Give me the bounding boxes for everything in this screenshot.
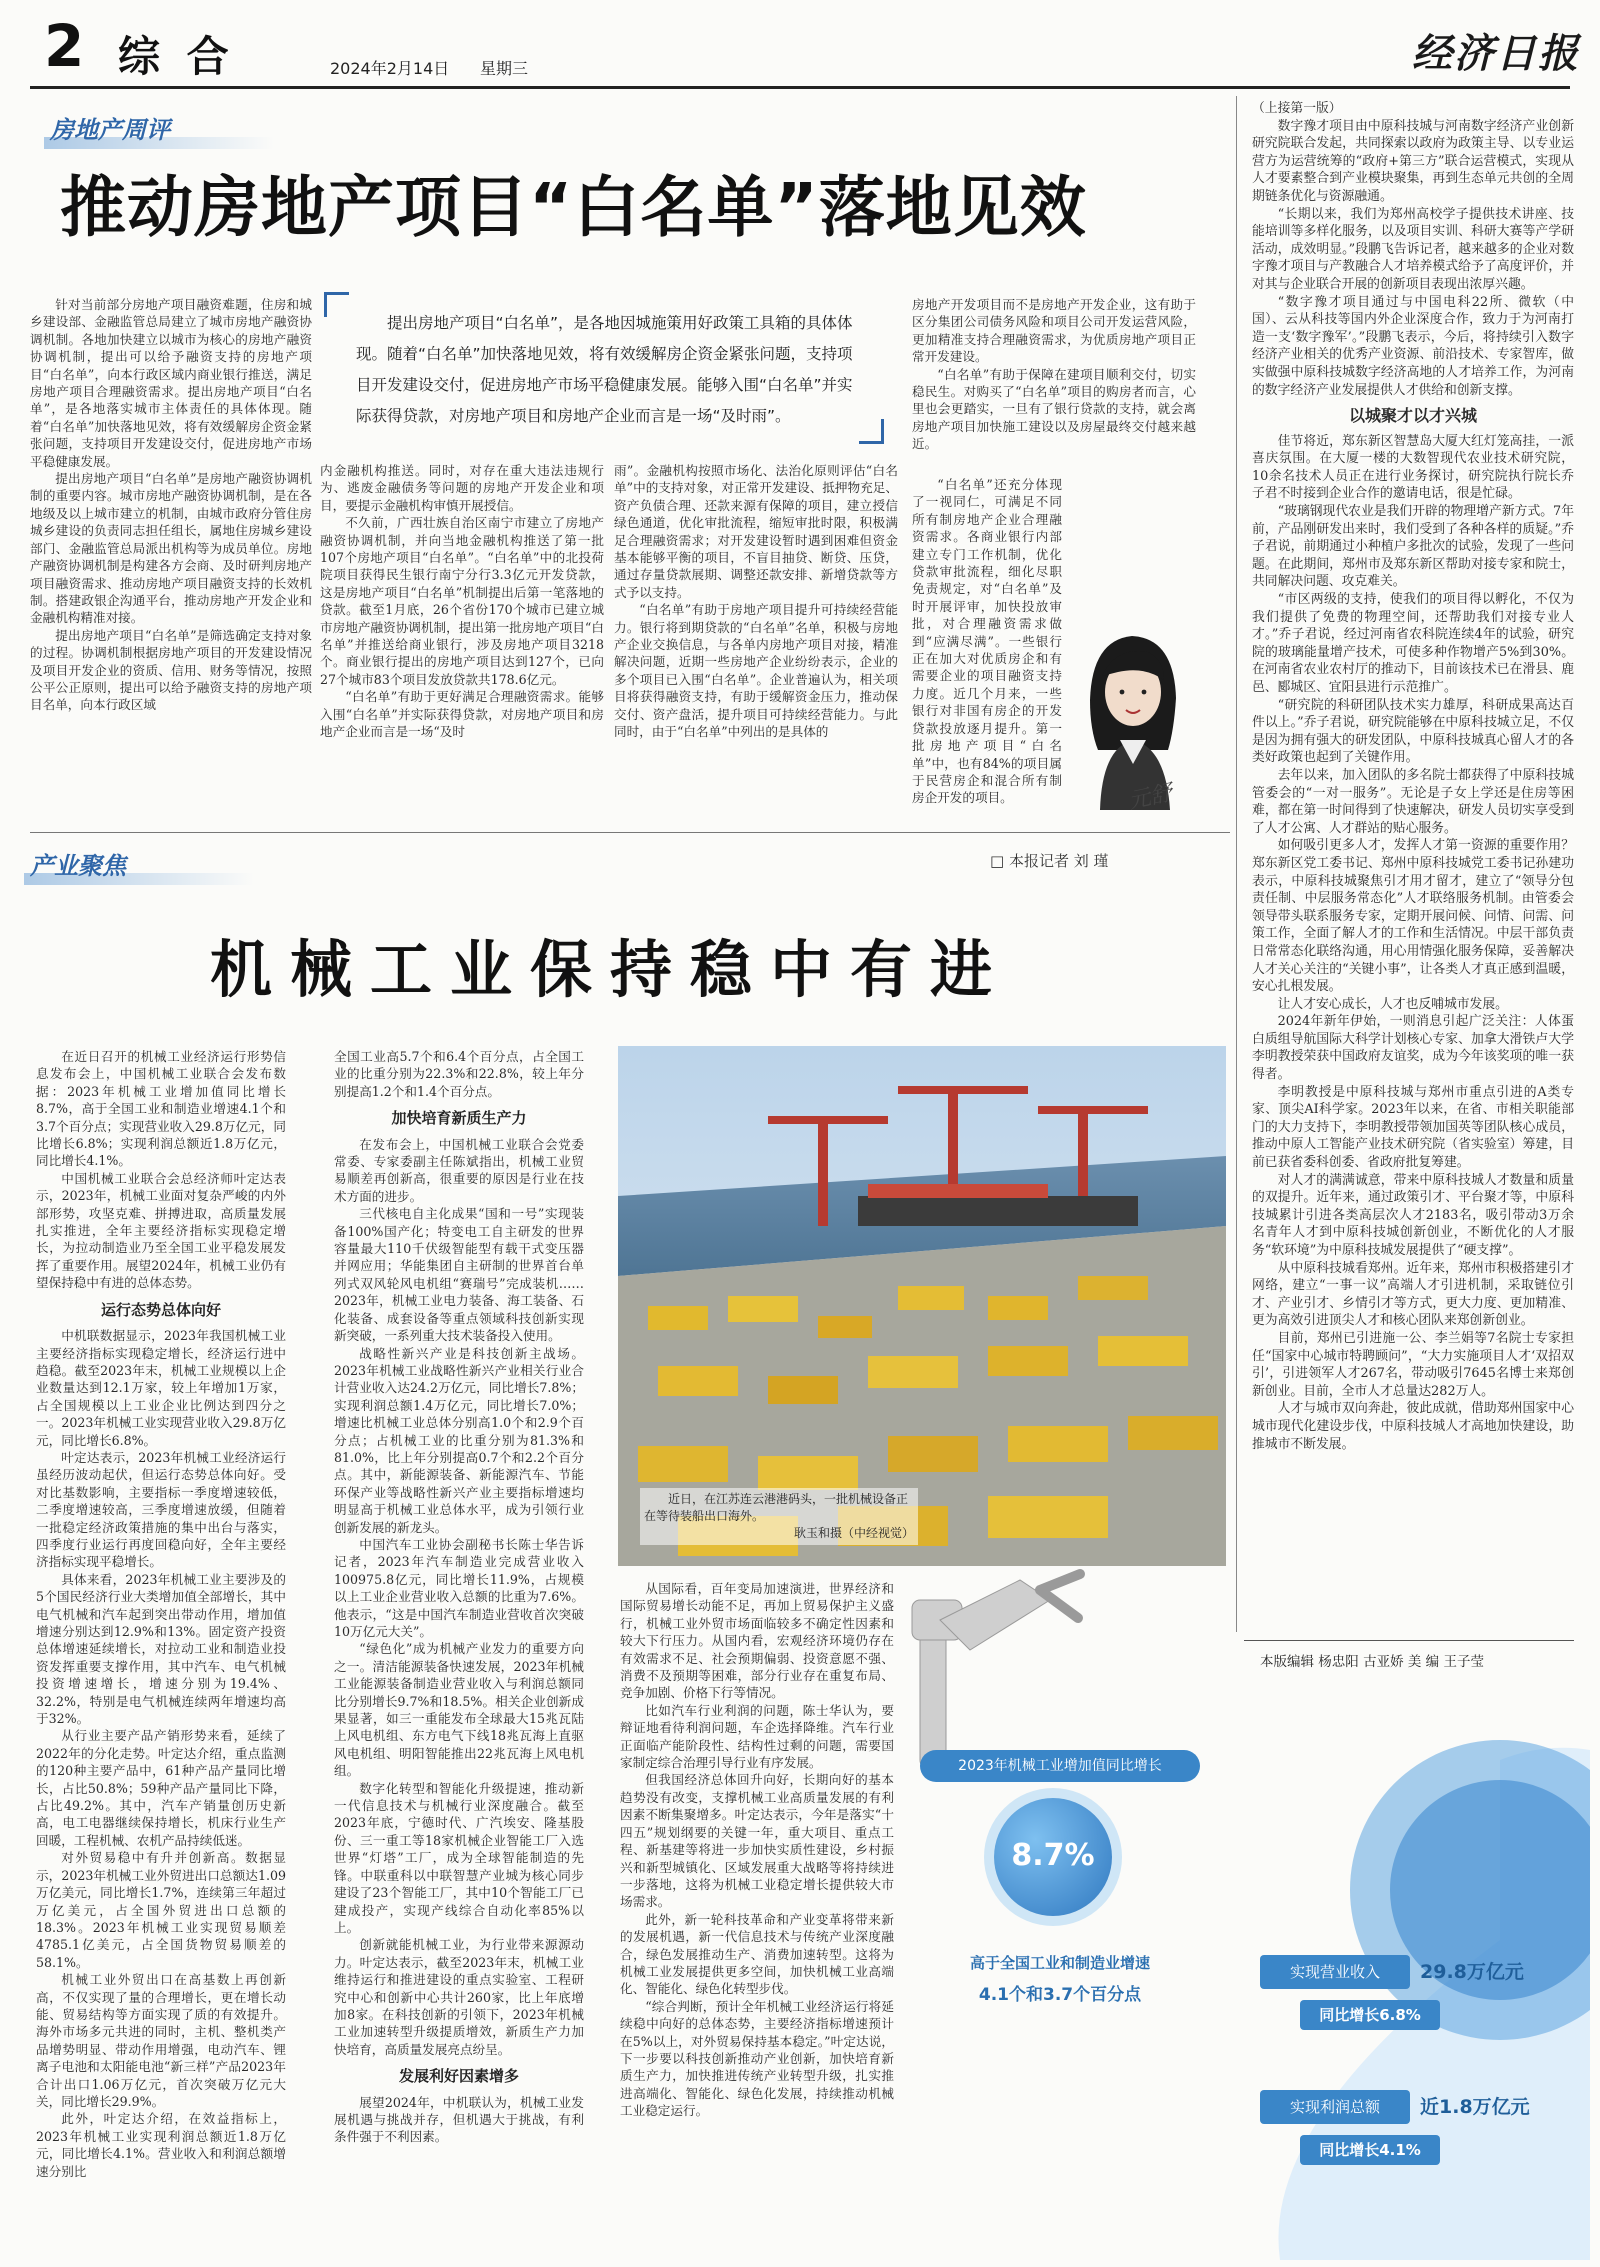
pullquote-corner-tl bbox=[324, 292, 349, 317]
photo-credit: 耿玉和摄（中经视觉） bbox=[793, 1526, 914, 1540]
paragraph: “白名单”有助于房地产项目提升可持续经营能力。银行将到期贷款的“白名单”名单，积极与房地产企业交换信息，与各单内房地产项目对接，精准解决问题，近期一些房地产企业纷纷表示，企业的多个项目已入围“白名单”。企业普遍认为，相关项目将获得融资支持，有助于缓解资金压力，推动保交付、资产盘活，提升项目可持续经营能力。与此同时，由于“白名单”中列出的是具体的 bbox=[614, 602, 898, 740]
paragraph: 目前，郑州已引进施一公、李兰娟等7名院士专家担任“国家中心城市特聘顾问”，“大力实施项目人才‘双招双引’，引进领军人才267名，带动吸引7645名博士来郑创新创业。目前，全市人才总量达282万人。 bbox=[1252, 1330, 1574, 1399]
article2-byline: □ 本报记者 刘 瑾 bbox=[990, 852, 1109, 870]
infographic-background bbox=[900, 1560, 1590, 2260]
article2-col1 bbox=[36, 1048, 286, 2258]
paragraph: “研究院的科研团队技术实力雄厚，科研成果高达百件以上。”乔子君说，研究院能够在中原科技城立足，不仅是因为拥有强大的研发团队，中原科技城真心留人才的各类好政策也起到了关键作用。 bbox=[1252, 697, 1574, 766]
paper-logo: 经济日报 bbox=[1412, 30, 1580, 77]
port-photo bbox=[618, 1046, 1226, 1566]
paragraph: 针对当前部分房地产项目融资难题，住房和城乡建设部、金融监管总局建立了城市房地产融资协调机制。各地加快建立以城市为核心的房地产融资协调机制，提出可以给予融资支持的房地产项目“白名单”，向本行政区域内商业银行推送，满足房地产项目合理融资需求。提出房地产项目“白名单”，是各地落实城市主体责任的具体体现。随着“白名单”加快落地见效，将有效缓解房企资金紧张问题，支持项目开发建设交付，促进房地产市场平稳健康发展。 bbox=[30, 297, 312, 469]
page-number: 2 bbox=[44, 12, 85, 80]
article1-col4-bottom bbox=[912, 476, 1062, 816]
continued-note: （上接第一版） bbox=[1252, 101, 1342, 116]
paragraph: 李明教授是中原科技城与郑州市重点引进的A类专家、顶尖AI科学家。2023年以来，在省、市相关职能部门的大力支持下，李明教授带领加国英等团队核心成员，推动中原人工智能产业技术研究院（省实验室）筹建，目前已获省委科创委、省政府批复筹建。 bbox=[1252, 1084, 1574, 1171]
compare-value: 4.1个和3.7个百分点 bbox=[978, 1985, 1142, 2005]
compare-label: 高于全国工业和制造业增速 bbox=[969, 1954, 1150, 1972]
paragraph: 对外贸易稳中有升并创新高。数据显示，2023年机械工业外贸进出口总额达1.09万亿美元，同比增长1.7%，连续第三年超过万亿美元，占全国外贸进出口总额的18.3%。2023年机械工业实现贸易顺差4785.1亿美元，占全国货物贸易顺差的58.1%。 bbox=[36, 1850, 286, 1970]
article1-col2 bbox=[320, 462, 604, 816]
paragraph: 此外，叶定达介绍，在效益指标上，2023年机械工业实现利润总额近1.8万亿元，同比增长4.1%。营业收入和利润总额增速分别比 bbox=[36, 2111, 286, 2179]
stat-revenue-growth: 同比增长6.8% bbox=[1300, 2000, 1440, 2030]
pullquote-corner-br bbox=[859, 419, 884, 444]
article1-col1 bbox=[30, 296, 312, 816]
paragraph: 如何吸引更多人才，发挥人才第一资源的重要作用？郑东新区党工委书记、郑州中原科技城党工委书记孙建功表示，中原科技城聚焦引才用才留才，建立了“领导分包责任制、中层服务常态化”人才联络服务机制。由管委会领导带头联系服务专家，定期开展问候、问情、问需、问策工作，全面了解人才的工作和生活情况。中层干部负责日常常态化联络沟通，用心用情强化服务保障，妥善解决人才关心关注的“关键小事”，让各类人才真正感到温暖，安心扎根发展。 bbox=[1252, 838, 1574, 995]
infographic bbox=[900, 1560, 1590, 2260]
paragraph: 对人才的满满诚意，带来中原科技城人才数量和质量的双提升。近年来，通过政策引才、平台聚才等，中原科技城累计引进各类高层次人才2183名，吸引带动3万余名青年人才到中原科技城创新创业，不断优化的人才服务“软环境”为中原科技城发展提供了“硬支撑”。 bbox=[1252, 1172, 1574, 1258]
article2-col2 bbox=[334, 1048, 584, 2258]
article-divider bbox=[30, 832, 1230, 833]
paragraph: 比如汽车行业利润的问题，陈士华认为，要辩证地看待利润问题，车企选择降维。汽车行业正面临产能阶段性、结构性过剩的问题，需要国家制定综合治理引导行业有序发展。 bbox=[620, 1702, 894, 1771]
paragraph: 数字化转型和智能化升级提速，推动新一代信息技术与机械行业深度融合。截至2023年底，宁德时代、广汽埃安、隆基股份、三一重工等18家机械企业智能工厂入选世界“灯塔”工厂，成为全球智能制造的先锋。中联重科以中联智慧产业城为核心同步建设了23个智能工厂，其中10个智能工厂已建成投产，实现产线综合自动化率85%以上。 bbox=[334, 1780, 584, 1935]
editors-credit: 本版编辑 杨忠阳 古亚娇 美 编 王子莹 bbox=[1260, 1654, 1484, 1670]
article2-col3 bbox=[620, 1580, 894, 2258]
column-label-property: 房地产周评 bbox=[50, 110, 170, 145]
infographic-title: 2023年机械工业增加值同比增长 bbox=[958, 1758, 1162, 1774]
editors-rule bbox=[1244, 1640, 1574, 1641]
signature: 元舒 bbox=[1126, 780, 1175, 815]
column-label-industry: 产业聚焦 bbox=[30, 846, 126, 881]
paragraph: 战略性新兴产业是科技创新主战场。2023年机械工业战略性新兴产业相关行业合计营业收入达24.2万亿元，同比增长7.8%；实现利润总额1.4万亿元，同比增长7.0%；增速比机械工业总体分别高1.0个和2.9个百分点；占机械工业的比重分别为81.3%和81.0%，比上年分别提高0.7个和2.2个百分点。其中，新能源装备、新能源汽车、节能环保产业等战略性新兴产业主要指标增速均明显高于机械工业总体水平，成为引领行业创新发展的新龙头。 bbox=[334, 1345, 584, 1535]
paragraph: 机械工业外贸出口在高基数上再创新高，不仅实现了量的合理增长，更在增长动能、贸易结构等方面实现了质的有效提升。海外市场多元共进的同时，主机、整机类产品增势明显、带动作用增强，电动汽车、锂离子电池和太阳能电池“新三样”产品2023年合计出口1.06万亿元，首次突破万亿元大关，同比增长29.9%。 bbox=[36, 1972, 286, 2109]
paragraph: 三代核电自主化成果“国和一号”实现装备100%国产化；特变电工自主研发的世界容量最大110千伏级智能型有载干式变压器并网应用；华能集团自主研制的世界首台单列式双风轮风电机组“赛瑞号”完成装机……2023年，机械工业电力装备、海工装备、石化装备、成套设备等重点领域科技创新实现新突破，一系列重大技术装备投入使用。 bbox=[334, 1206, 584, 1344]
paragraph: 在发布会上，中国机械工业联合会党委常委、专家委副主任陈斌指出，机械工业贸易顺差再创新高，很重要的原因是行业在技术方面的进步。 bbox=[334, 1136, 584, 1204]
article1-col4-top bbox=[912, 296, 1196, 474]
infographic-title-bar bbox=[920, 1750, 1200, 1782]
issue-weekday: 星期三 bbox=[480, 59, 529, 78]
article1-title: 推动房地产项目“白名单”落地见效 bbox=[60, 169, 1087, 246]
column-separator bbox=[1236, 96, 1237, 1632]
paragraph: “综合判断，预计全年机械工业经济运行将延续稳中向好的总体态势，主要经济指标增速预计在5%以上，对外贸易保持基本稳定。”叶定达说，下一步要以科技创新推动产业创新，加快培育新质生产力，加快推进传统产业转型升级，扎实推进高端化、智能化、绿色化发展，持续推动机械工业稳定运行。 bbox=[620, 1998, 894, 2119]
stat-revenue-label: 实现营业收入 bbox=[1260, 1955, 1410, 1989]
photo-caption bbox=[640, 1488, 918, 1545]
photo-caption-text: 近日，在江苏连云港港码头，一批机械设备正在等待装船出口海外。 bbox=[644, 1492, 909, 1523]
growth-value: 8.7% bbox=[1011, 1838, 1095, 1873]
stat-profit-label: 实现利润总额 bbox=[1260, 2090, 1410, 2124]
pullquote-text: 提出房地产项目“白名单”，是各地因城施策用好政策工具箱的具体体现。随着“白名单”加快落地见效，将有效缓解房企资金紧张问题，支持项目开发建设交付，促进房地产市场平稳健康发展。能够入围“白名单”并实际获得贷款，对房地产项目和房地产企业而言是一场“及时雨”。 bbox=[356, 314, 853, 425]
paragraph: 房地产开发项目而不是房地产开发企业，这有助于区分集团公司债务风险和项目公司开发运营风险，更加精准支持合理融资需求，为优质房地产项目正常开发建设。 bbox=[912, 297, 1196, 365]
paragraph: 去年以来，加入团队的多名院士都获得了中原科技城管委会的“一对一服务”。无论是子女上学还是住房等困难，都在第一时间得到了快速解决，研发人员切实享受到了人才公寓、人才群站的贴心服务。 bbox=[1252, 767, 1574, 836]
paragraph: “白名单”有助于更好满足合理融资需求。能够入围“白名单”并实际获得贷款，对房地产项目和房地产企业而言是一场“及时 bbox=[320, 689, 604, 740]
stat-revenue-value: 29.8万亿元 bbox=[1420, 1961, 1524, 1983]
author-portrait bbox=[1070, 580, 1200, 810]
subheading: 发展利好因素增多 bbox=[398, 2067, 519, 2086]
paragraph: “市区两级的支持，使我们的项目得以孵化，不仅为我们提供了免费的物理空间，还帮助我们对接专业人才。”乔子君说，经过河南省农科院连续4年的试验，研究院的玻璃能量增产技术，可使多种作物增产5%到30%。在河南省农业农村厅的推动下，目前该技术已在滑县、鹿邑、郾城区、宜阳县进行示范推广。 bbox=[1252, 592, 1574, 695]
paragraph: “白名单”还充分体现了一视同仁，可满足不同所有制房地产企业合理融资需求。各商业银行内部建立专门工作机制，优化贷款审批流程，细化尽职免责规定，对“白名单”及时开展评审，加快投放审批，对合理融资需求做到“应满尽满”。一些银行正在加大对优质房企和有需要企业的项目融资支持力度。近几个月来，一些银行对非国有房企的开发贷款投放逐月提升。第一批房地产项目“白名单”中，也有84%的项目属于民营房企和混合所有制房企开发的项目。 bbox=[912, 477, 1062, 806]
paragraph: 在近日召开的机械工业经济运行形势信息发布会上，中国机械工业联合会发布数据：2023年机械工业增加值同比增长8.7%，高于全国工业和制造业增速4.1个和3.7个百分点；实现营业收入29.8万亿元，同比增长6.8%；实现利润总额近1.8万亿元，同比增长4.1%。 bbox=[36, 1049, 286, 1169]
paragraph: 提出房地产项目“白名单”是筛选确定支持对象的过程。协调机制根据房地产项目的开发建设情况及项目开发企业的资质、信用、财务等情况，按照公平公正原则，提出可以给予融资支持的房地产项目名单，向本行政区域 bbox=[30, 627, 312, 713]
portrait-illustration bbox=[1070, 580, 1200, 810]
paragraph: 中国机械工业联合会总经济师叶定达表示，2023年，机械工业面对复杂严峻的内外部形势，攻坚克难、拼搏进取，高质量发展扎实推进，全年主要经济指标实现稳定增长，为拉动制造业乃至全国工业平稳发展发挥了重要作用。展望2024年，机械工业仍有望保持稳中有进的总体态势。 bbox=[36, 1170, 286, 1291]
paragraph: 人才与城市双向奔赴，彼此成就，借助郑州国家中心城市现代化建设步伐，中原科技城人才高地加快建设，助推城市不断发展。 bbox=[1252, 1401, 1574, 1452]
masthead-rule bbox=[30, 86, 1570, 89]
paragraph: “玻璃钢现代农业是我们开辟的物理增产新方式。7年前，产品刚研发出来时，我们受到了各种各样的质疑。”乔子君说，前期通过小种植户多批次的试验，发现了一些问题。在此期间，郑州市及郑东新区帮助对接专家和院士，共同解决问题、攻克难关。 bbox=[1252, 504, 1574, 590]
paragraph: “数字豫才项目通过与中国电科22所、微软（中国）、云从科技等国内外企业深度合作，致力于为河南打造一支‘数字豫军’。”段鹏飞表示，今后，将持续引入数字经济产业相关的优秀产业资源、前沿技术、专家智库，做实做强中原科技城数字经济高地的人才培养工作，为河南的数字经济产业发展提供人才供给和创新支撑。 bbox=[1252, 294, 1574, 398]
paragraph: 不久前，广西壮族自治区南宁市建立了房地产融资协调机制，并向当地金融机构推送了第一批107个房地产项目“白名单”。“白名单”中的北投荷院项目获得民生银行南宁分行3.3亿元开发贷款，这是房地产项目“白名单”机制提出后第一笔落地的贷款。截至1月底，26个省份170个城市已建立城市房地产融资协调机制，提出第一批房地产项目“白名单”并推送给商业银行，涉及房地产项目3218个。商业银行提出的房地产项目达到127个，已向27个城市83个项目发放贷款共178.6亿元。 bbox=[320, 515, 604, 687]
paragraph: “绿色化”成为机械产业发力的重要方向之一。清洁能源装备快速发展，2023年机械工业能源装备制造业营业收入与利润总额同比分别增长9.7%和18.5%。相关企业创新成果显著，如三一重能发布全球最大15兆瓦陆上风电机组、东方电气下线18兆瓦海上直驱风电机组、明阳智能推出22兆瓦海上风电机组。 bbox=[334, 1641, 584, 1779]
paragraph: 中国汽车工业协会副秘书长陈士华告诉记者，2023年汽车制造业完成营业收入100975.8亿元，同比增长11.9%，占规模以上工业企业营业收入总额的比重为7.6%。他表示，“这是中国汽车制造业营收首次突破10万亿元大关”。 bbox=[334, 1536, 584, 1639]
subheading: 运行态势总体向好 bbox=[100, 1300, 221, 1319]
article3-col bbox=[1252, 100, 1574, 1630]
article2-title: 机械工业保持稳中有进 bbox=[210, 933, 1011, 1006]
paragraph: 让人才安心成长，人才也反哺城市发展。 bbox=[1277, 996, 1508, 1012]
paragraph: “长期以来，我们为郑州高校学子提供技术讲座、技能培训等多样化服务，以及项目实训、科研大赛等产学研活动，成效明显。”段鹏飞告诉记者，越来越多的企业对数字豫才项目与产教融合人才培养模式给予了高度评价，并对其与企业联合开展的创新项目表现出浓厚兴趣。 bbox=[1252, 206, 1574, 292]
paragraph: 具体来看，2023年机械工业主要涉及的5个国民经济行业大类增加值全部增长，其中电气机械和汽车起到突出带动作用，增加值增速分别达到12.9%和13%。固定资产投资总体增速延续增长，对拉动工业和制造业投资发挥重要支撑作用，其中汽车、电气机械投资增速增长，增速分别为19.4%、32.2%，特别是电气机械连续两年增速均高于32%。 bbox=[36, 1571, 286, 1727]
pullquote-box bbox=[324, 292, 884, 444]
paragraph: 雨”。金融机构按照市场化、法治化原则评估“白名单”中的支持对象，对正常开发建设、抵押物充足、资产负债合理、还款来源有保障的项目，建立授信绿色通道，优化审批流程，缩短审批时限，积极满足合理融资需求；对开发建设暂时遇到困难但资金基本能够平衡的项目，不盲目抽贷、断贷、压贷，通过存量贷款展期、调整还款安排、新增贷款等方式予以支持。 bbox=[614, 463, 898, 600]
paragraph: 但我国经济总体回升向好，长期向好的基本趋势没有改变，支撑机械工业高质量发展的有利因素不断集聚增多。叶定达表示，今年是落实“十四五”规划纲要的关键一年，重大项目、重点工程、新基建等将进一步加快实质性建设，乡村振兴和新型城镇化、区域发展重大战略等将持续进一步落地，这将为机械工业稳定增长提供较大市场需求。 bbox=[620, 1772, 894, 1910]
paragraph: 展望2024年，中机联认为，机械工业发展机遇与挑战并存，但机遇大于挑战，有利条件强于不利因素。 bbox=[334, 2094, 584, 2145]
paragraph: 中机联数据显示，2023年我国机械工业主要经济指标实现稳定增长，经济运行进中趋稳。截至2023年末，机械工业规模以上企业数量达到12.1万家，较上年增加1万家，占全国规模以上工业企业比例达到四分之一。2023年机械工业实现营业收入29.8万亿元，同比增长6.8%。 bbox=[36, 1328, 286, 1448]
paragraph: 2024年新年伊始，一则消息引起广泛关注：人体蛋白质组导航国际大科学计划核心专家、加拿大滑铁卢大学李明教授荣获中国政府友谊奖，成为今年该奖项的唯一获得者。 bbox=[1252, 1014, 1574, 1083]
stat-profit-value: 近1.8万亿元 bbox=[1420, 2096, 1530, 2118]
section-name: 综 合 bbox=[118, 32, 235, 81]
paragraph: 佳节将近，郑东新区智慧岛大厦大红灯笼高挂，一派喜庆氛围。在大厦一楼的大数智现代农业技术研究院，10余名技术人员正在进行业务探讨，研究院执行院长乔子君不时接到企业合作的邀请电话，很是忙碌。 bbox=[1252, 433, 1574, 502]
subheading: 以城聚才以才兴城 bbox=[1348, 406, 1477, 426]
issue-date: 2024年2月14日 bbox=[330, 59, 450, 78]
paragraph: 叶定达表示，2023年机械工业经济运行虽经历波动起伏，但运行态势总体向好。受对比基数影响，主要指标一季度增速较低，二季度增速较高，三季度增速放缓，但随着一批稳定经济政策措施的集中出台与落实，四季度行业运行再度回稳向好，全年主要经济指标实现平稳增长。 bbox=[36, 1449, 286, 1570]
paragraph: 从中原科技城看郑州。近年来，郑州市积极搭建引才网络，建立“一事一议”高端人才引进机制，采取链位引才、产业引才、乡情引才等方式，更大力度、更加精准、更为高效引进顶尖人才和核心团队来郑创新创业。 bbox=[1252, 1260, 1574, 1329]
paragraph: 从国际看，百年变局加速演进，世界经济和国际贸易增长动能不足，再加上贸易保护主义盛行，机械工业外贸市场面临较多不确定性因素和较大下行压力。从国内看，宏观经济环境仍存在有效需求不足、社会预期偏弱、投资意愿不强、消费不及预期等困难，部分行业存在重复布局、竞争加剧、价格下行等情况。 bbox=[620, 1581, 894, 1701]
paragraph: 全国工业高5.7个和6.4个百分点，占全国工业的比重分别为22.3%和22.8%，较上年分别提高1.2个和1.4个百分点。 bbox=[334, 1049, 584, 1099]
paragraph: 提出房地产项目“白名单”是房地产融资协调机制的重要内容。城市房地产融资协调机制，是在各地级及以上城市建立的机制，由城市政府分管住房城乡建设的负责同志担任组长，属地住房城乡建设部门、金融监管总局派出机构等为成员单位。房地产融资协调机制是构建各方会商、及时研判房地产项目融资需求、推动房地产项目融资支持的长效机制。搭建政银企沟通平台，推动房地产开发企业和金融机构精准对接。 bbox=[30, 471, 312, 626]
paragraph: 此外，新一轮科技革命和产业变革将带来新的发展机遇，新一代信息技术与传统产业深度融合，绿色发展推动生产、消费加速转型。这将为机械工业发展提供更多空间，加快机械工业高端化、智能化、绿色化转型步伐。 bbox=[620, 1911, 894, 1997]
stat-profit-growth: 同比增长4.1% bbox=[1300, 2135, 1440, 2165]
paragraph: 从行业主要产品产销形势来看，延续了2022年的分化走势。叶定达介绍，重点监测的120种主要产品中，61种产品产量同比增长，占比50.8%；59种产品产量同比下降，占比49.2%。其中，汽车产销量创历史新高，电工电器继续保持增长，机床行业生产回暖，工程机械、农机产品持续低迷。 bbox=[36, 1728, 286, 1848]
subheading: 加快培育新质生产力 bbox=[391, 1109, 527, 1128]
article1-col3 bbox=[614, 462, 898, 816]
paragraph: 内金融机构推送。同时，对存在重大违法违规行为、逃废金融债务等问题的房地产开发企业和项目，要提示金融机构审慎开展授信。 bbox=[320, 463, 604, 513]
paragraph: “白名单”有助于保障在建项目顺利交付，切实稳民生。对购买了“白名单”项目的购房者而言，心里也会更踏实，一旦有了银行贷款的支持，就会离房地产项目加快施工建设以及房屋最终交付越来越近。 bbox=[912, 366, 1196, 452]
paragraph: 数字豫才项目由中原科技城与河南数字经济产业创新研究院联合发起，共同探索以政府为政策主导、以专业运营方为运营统筹的“政府+第三方”联合运营模式，实现从人才要素整合到产业模块聚集，再到生态单元共创的全周期链条优化与资源融通。 bbox=[1252, 118, 1574, 204]
paragraph: 创新就能机械工业，为行业带来源源动力。叶定达表示，截至2023年末，机械工业维持运行和推进建设的重点实验室、工程研究中心和创新中心共计260家，比上年底增加8家。在科技创新的引领下，2023年机械工业加速转型升级提质增效，新质生产力加快培育，高质量发展亮点纷呈。 bbox=[334, 1937, 584, 2057]
